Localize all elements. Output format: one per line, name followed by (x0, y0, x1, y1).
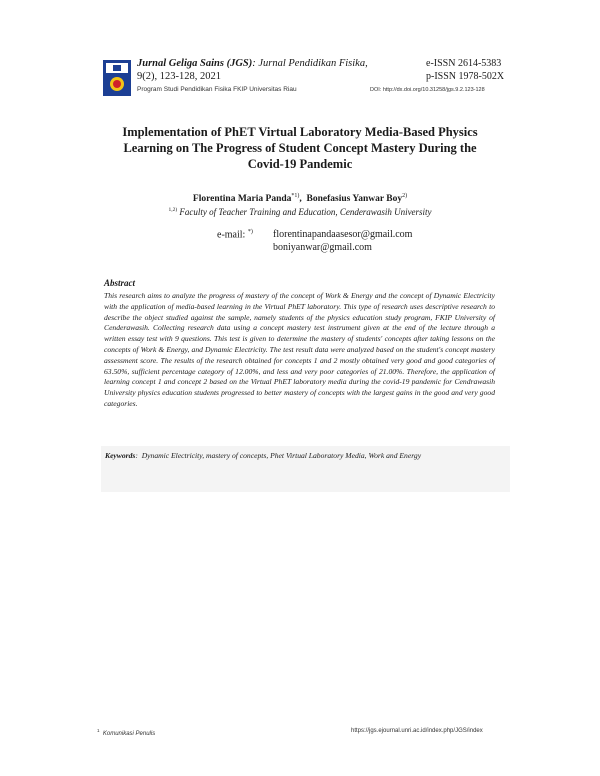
email-address-2[interactable]: boniyanwar@gmail.com (273, 242, 372, 253)
paper-title: Implementation of PhET Virtual Laboratory Media-Based Physics Learning on The Progress of Student Concept Mastery During the Covid-19 Pandemic (122, 125, 478, 171)
journal-logo-icon (103, 60, 131, 96)
author-2: Bonefasius Yanwar Boy (306, 194, 403, 205)
abstract-body: This research aims to analyze the progress of mastery of the concept of Work & Energy and the concept of Dynamic Electricity with the application of media-based learning in the Virtual PhET laboratory. This type of research uses descriptive research to describe the object studied against the sample, namely students of the physics education study program, FKIP University of Cenderawasih. Collecting research data using a concept mastery test instrument given at the end of the lecture through a written essay test with 9 questions. This test is given to determine the mastery of students' concepts after taking lessons on the concepts of Work & Energy, and Dynamic Electricity. The test result data were analyzed based on the student's concept mastery assessment score. The results of the research obtained for concepts 1 and 2 mostly obtained very good and good categories of 63.50%, sufficient percentage category of 12.00%, and less and very poor categories of 21.00%. Therefore, the application of learning concept 1 and concept 2 based on the Virtual PhET laboratory media during the covid-19 pandemic for Cendrawasih University physics education students progressed to better mastery of concepts with the largest gains in the good and very good categories. (104, 291, 495, 408)
pissn: p-ISSN 1978-502X (426, 71, 505, 82)
journal-url-link[interactable]: https://jgs.ejournal.unri.ac.id/index.php/JGS/index (351, 728, 483, 734)
author-1: Florentina Maria Panda (192, 194, 292, 205)
footnote: $^1$ Komunikasi Penulis (97, 728, 156, 737)
email-address-1[interactable]: florentinapandaasesor@gmail.com (273, 229, 413, 240)
abstract-heading: Abstract (104, 278, 136, 288)
journal-volume-pages: 9(2), 123-128, 2021 (137, 71, 221, 82)
author-line: Florentina Maria Panda$^{*1)}$, Bonefasius Yanwar Boy$^{2)}$ (192, 193, 408, 205)
affiliation: $^{1,2)}$ Faculty of Teacher Training and Education, Cenderawasih University (168, 207, 432, 217)
eissn: e-ISSN 2614-5383 (426, 58, 502, 69)
keywords: Keywords: Dynamic Electricity, mastery of concepts, Phet Virtual Laboratory Media, Work and Energy (105, 451, 422, 460)
email-label: e-mail: *) (217, 229, 253, 241)
journal-name: Jurnal Geliga Sains (JGS): Jurnal Pendidikan Fisika, (137, 58, 368, 69)
doi-link[interactable]: DOI: http://dx.doi.org/10.31258/jgs.9.2.123-128 (370, 87, 485, 93)
journal-program: Program Studi Pendidikan Fisika FKIP Universitas Riau (137, 86, 297, 93)
